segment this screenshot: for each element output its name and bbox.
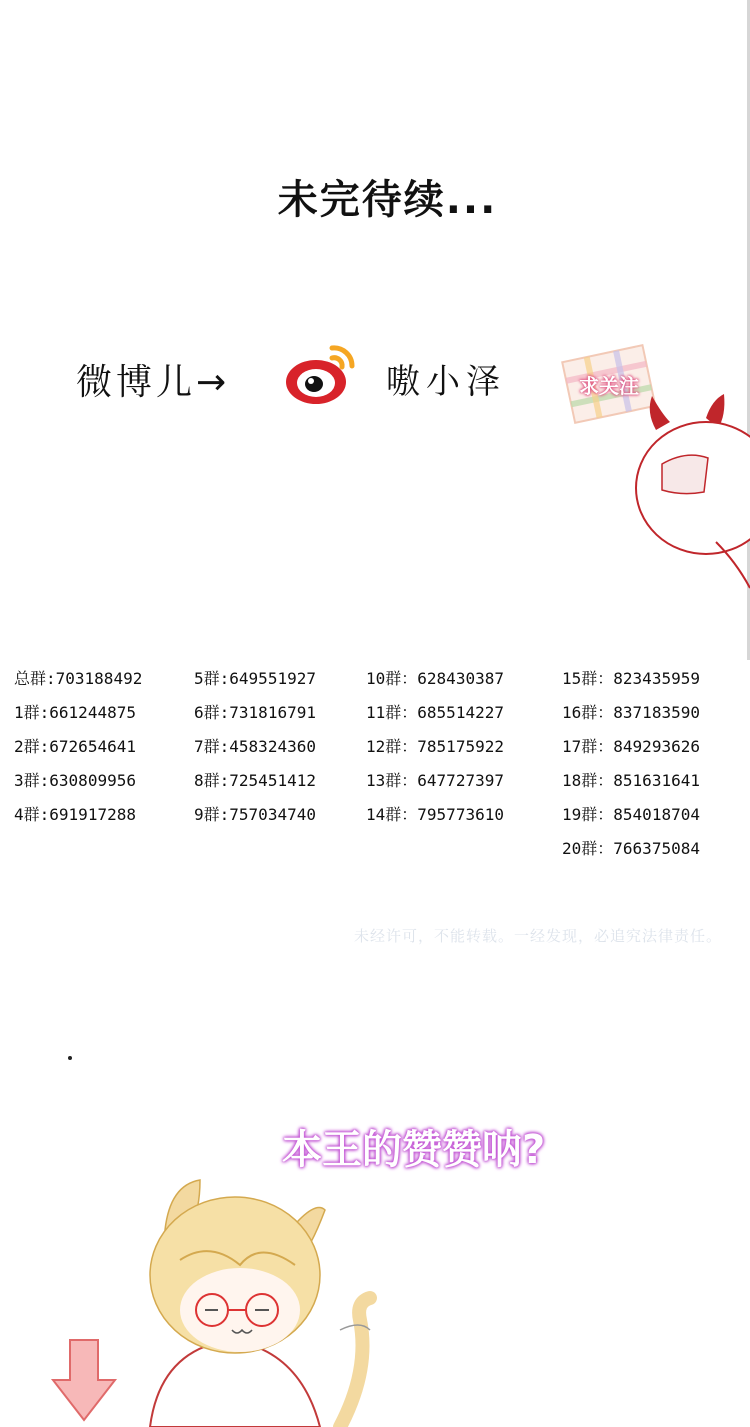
group-label: 7群:: [194, 737, 230, 756]
group-number: 854018704: [613, 805, 700, 824]
copyright-notice: 未经许可，不能转载。一经发现，必追究法律责任。: [353, 927, 722, 945]
group-label: 8群:: [194, 771, 230, 790]
group-label: 11群：: [366, 703, 418, 722]
group-number: 649551927: [229, 669, 316, 688]
qq-group-list: [14, 664, 744, 864]
group-label: 总群:: [14, 669, 56, 688]
group-label: 3群:: [14, 771, 50, 790]
cat-boy-mascot-icon: [40, 1170, 440, 1427]
group-column-3: [366, 664, 504, 834]
group-entry: [562, 834, 700, 868]
group-entry: [194, 732, 316, 766]
follow-sticker-text: 求关注: [579, 374, 639, 398]
group-label: 14群：: [366, 805, 418, 824]
group-entry: [194, 800, 316, 834]
group-number: 685514227: [417, 703, 504, 722]
group-number: 823435959: [613, 669, 700, 688]
group-label: 13群：: [366, 771, 418, 790]
group-number: 691917288: [49, 805, 136, 824]
group-number: 630809956: [49, 771, 136, 790]
to-be-continued-title: 未完待续...: [277, 177, 498, 223]
group-number: 725451412: [229, 771, 316, 790]
group-entry: [562, 766, 700, 800]
group-label: 9群:: [194, 805, 230, 824]
group-label: 19群：: [562, 805, 614, 824]
group-label: 1群:: [14, 703, 50, 722]
group-number: 766375084: [613, 839, 700, 858]
praise-request-text: 本王的赞赞呐?: [282, 1127, 546, 1173]
group-column-4: [562, 664, 700, 868]
group-number: 849293626: [613, 737, 700, 756]
decorative-dot: [68, 1056, 72, 1060]
group-number: 628430387: [417, 669, 504, 688]
group-entry: [14, 766, 142, 800]
group-entry: [366, 800, 504, 834]
group-entry: [366, 766, 504, 800]
group-entry: [194, 664, 316, 698]
group-entry: [562, 698, 700, 732]
group-number: 785175922: [417, 737, 504, 756]
group-label: 15群：: [562, 669, 614, 688]
group-label: 17群：: [562, 737, 614, 756]
group-number: 647727397: [417, 771, 504, 790]
group-entry: [14, 800, 142, 834]
group-number: 851631641: [613, 771, 700, 790]
group-entry: [194, 766, 316, 800]
weibo-logo-icon[interactable]: [282, 336, 362, 408]
group-label: 4群:: [14, 805, 50, 824]
devil-mascot-icon: [626, 392, 750, 592]
group-entry: [562, 732, 700, 766]
group-entry: [14, 664, 142, 698]
group-label: 20群：: [562, 839, 614, 858]
group-label: 12群：: [366, 737, 418, 756]
group-column-2: [194, 664, 316, 834]
group-number: 837183590: [613, 703, 700, 722]
group-label: 10群：: [366, 669, 418, 688]
group-entry: [194, 698, 316, 732]
group-label: 6群:: [194, 703, 230, 722]
group-entry: [366, 698, 504, 732]
group-label: 18群：: [562, 771, 614, 790]
group-number: 458324360: [229, 737, 316, 756]
group-label: 5群:: [194, 669, 230, 688]
weibo-label: 微博儿→: [76, 362, 231, 403]
group-entry: [366, 732, 504, 766]
group-entry: [366, 664, 504, 698]
group-number: 757034740: [229, 805, 316, 824]
group-column-1: [14, 664, 142, 834]
group-entry: [14, 732, 142, 766]
group-number: 703188492: [55, 669, 143, 688]
group-entry: [14, 698, 142, 732]
group-number: 795773610: [417, 805, 504, 824]
weibo-account-name[interactable]: 嗷小泽: [386, 362, 506, 402]
group-number: 731816791: [229, 703, 316, 722]
group-label: 16群：: [562, 703, 614, 722]
group-number: 661244875: [49, 703, 136, 722]
group-number: 672654641: [49, 737, 136, 756]
group-entry: [562, 800, 700, 834]
group-label: 2群:: [14, 737, 50, 756]
group-entry: [562, 664, 700, 698]
